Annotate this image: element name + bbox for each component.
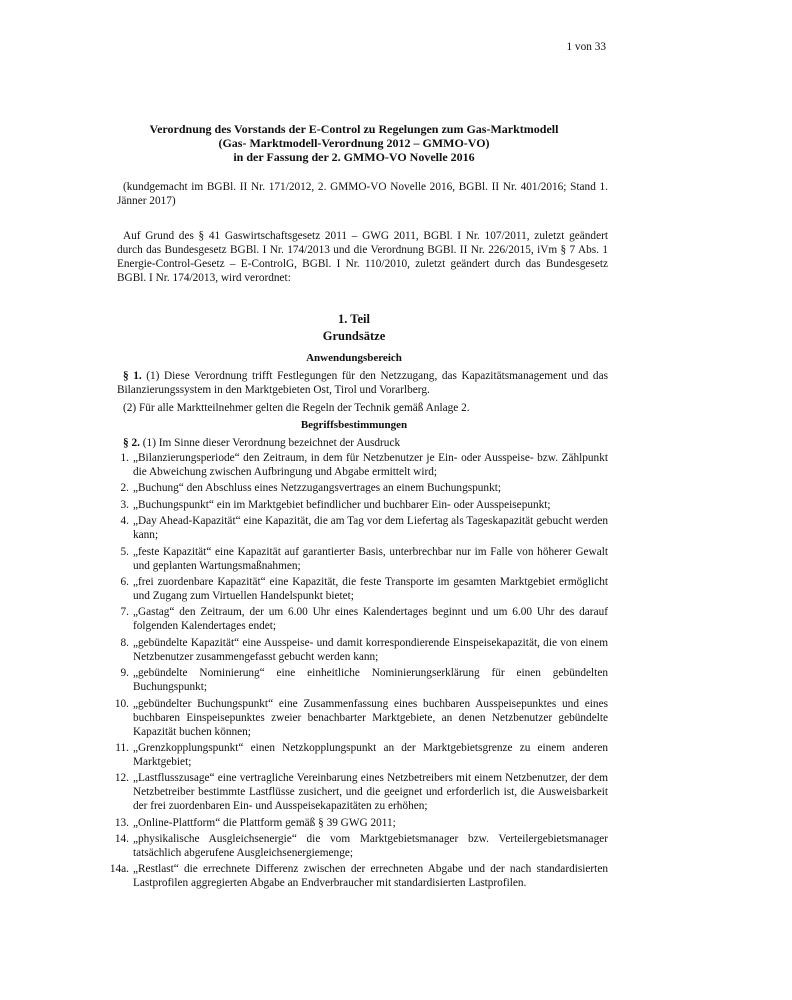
section-2-text: (1) Im Sinne dieser Verordnung bezeichnet der Ausdruck (139, 437, 401, 449)
definition-number: 14. (114, 833, 129, 846)
definition-text: „Restlast“ die errechnete Differenz zwischen der errechneten Abgabe und der nach standardisierten Lastprofilen aggregierten Abgabe an Endverbraucher mit standardisierten Lastprofilen. (133, 863, 608, 890)
definition-number: 8. (120, 636, 129, 649)
heading-anwendungsbereich: Anwendungsbereich (306, 352, 402, 364)
definition-number: 1. (120, 452, 129, 464)
section-1-para-1 (117, 369, 608, 397)
definition-item (117, 545, 608, 573)
definition-item (114, 816, 608, 830)
definition-item (117, 605, 608, 633)
definition-number: 3. (120, 498, 129, 511)
definition-number: 2. (120, 482, 129, 495)
definition-number: 9. (120, 667, 129, 680)
definition-item (114, 697, 608, 739)
promulgation-note: (kundgemacht im BGBl. II Nr. 171/2012, 2. GMMO-VO Novelle 2016, BGBl. II Nr. 401/2016; Stand 1. Jänner 2017) (117, 181, 608, 207)
title-line-2: (Gas- Marktmodell-Verordnung 2012 – GMMO-VO) (218, 136, 490, 150)
definition-number: 11. (115, 741, 129, 754)
definition-text: „Buchungspunkt“ ein im Marktgebiet befindlicher und buchbarer Ein- oder Ausspeisepunkt; (133, 498, 551, 511)
definition-text: „Gastag“ den Zeitraum, der um 6.00 Uhr eines Kalendertages beginnt und um 6.00 Uhr des darauf folgenden Kalendertages endet; (133, 606, 608, 633)
definition-text: „Buchung“ den Abschluss eines Netzzugangsvertrages an einem Buchungspunkt; (133, 482, 501, 495)
definition-text: „Online-Plattform“ die Plattform gemäß § 39 GWG 2011; (133, 816, 396, 829)
section-1-label: § 1. (123, 370, 142, 382)
page-number: 1 von 33 (566, 41, 606, 53)
heading-begriffsbestimmungen: Begriffsbestimmungen (300, 419, 408, 431)
section-2-intro (123, 436, 400, 450)
definition-number: 4. (120, 515, 129, 528)
definition-text: „feste Kapazität“ eine Kapazität auf garantierter Basis, unterbrechbar nur im Falle von höherer Gewalt und geplanten Wartungsmaßnahmen; (133, 545, 608, 572)
definition-item (117, 498, 608, 512)
definition-text: „gebündelte Kapazität“ eine Ausspeise- und damit korrespondierende Einspeisekapazität, die von einem Netzbenutzer zusammengefasst gebucht werden kann; (133, 636, 608, 663)
definition-item (114, 771, 608, 813)
part-number: 1. Teil (338, 312, 370, 326)
definition-text: „Grenzkopplungspunkt“ einen Netzkopplungspunkt an der Marktgebietsgrenze zu einem anderen Marktgebiet; (133, 741, 608, 768)
preamble: Auf Grund des § 41 Gaswirtschaftsgesetz 2011 – GWG 2011, BGBl. I Nr. 107/2011, zuletzt geändert durch das Bundesgesetz BGBl. I Nr. 174/2013 und die Verordnung BGBl. II Nr. 226/2015, iVm § 7 Abs. 1 Energie-Control-Gesetz – E-ControlG, BGBl. I Nr. 110/2010, zuletzt geändert durch das Bundesgesetz BGBl. I Nr. 174/2013, wird verordnet: (117, 230, 608, 284)
definition-item (109, 862, 608, 890)
definition-item (117, 514, 608, 542)
definition-text: „physikalische Ausgleichsenergie“ die vom Marktgebietsmanager bzw. Verteilergebietsmanager tatsächlich abgerufene Ausgleichsenergiemenge; (133, 833, 608, 860)
section-2-label: § 2. (123, 437, 140, 449)
definition-item (117, 481, 608, 495)
definition-text: „gebündelte Nominierung“ eine einheitliche Nominierungserklärung für einen gebündelten Buchungspunkt; (133, 667, 608, 694)
definition-number: 7. (120, 606, 129, 619)
section-1-text: (1) Diese Verordnung trifft Festlegungen für den Netzzugang, das Kapazitätsmanagement und das Bilanzierungssystem in den Marktgebieten Ost, Tirol und Vorarlberg. (117, 370, 608, 396)
section-1-para-2: (2) Für alle Marktteilnehmer gelten die Regeln der Technik gemäß Anlage 2. (123, 402, 470, 414)
definition-number: 10. (114, 697, 129, 710)
definition-text: „Bilanzierungsperiode“ den Zeitraum, in dem für Netzbenutzer je Ein- oder Ausspeise- bzw. Zählpunkt die Abweichung zwischen Aufbringung und Abgabe ermittelt wird; (133, 452, 608, 478)
definition-number: 6. (120, 575, 129, 588)
definition-item (117, 575, 608, 603)
definition-text: „Lastflusszusage“ eine vertragliche Vereinbarung eines Netzbetreibers mit einem Netzbenutzer, der dem Netzbetreiber bestimmte Lastflüsse zusichert, und die geeignet und erforderlich ist, die Ausweisbarkeit der frei zuordenbaren Ein- und Ausspeisekapazitäten zu erhöhen; (133, 772, 608, 813)
definition-number: 5. (120, 545, 129, 558)
definition-text: „frei zuordenbare Kapazität“ eine Kapazität, die feste Transporte im gesamten Marktgebiet ermöglicht und Zugang zum Virtuellen Handelspunkt bietet; (133, 575, 608, 602)
definition-number: 13. (114, 816, 129, 829)
part-title: Grundsätze (322, 329, 386, 343)
definition-number: 12. (114, 772, 129, 785)
definition-item (117, 451, 608, 479)
document-title (100, 122, 608, 164)
title-line-1: Verordnung des Vorstands der E-Control zu Regelungen zum Gas-Marktmodell (149, 122, 559, 136)
part-heading (100, 311, 608, 345)
definition-text: „Day Ahead-Kapazität“ eine Kapazität, die am Tag vor dem Liefertag als Tageskapazität gebucht werden kann; (133, 515, 608, 542)
definition-item (117, 741, 608, 769)
definition-item (117, 636, 608, 664)
definition-text: „gebündelter Buchungspunkt“ eine Zusammenfassung eines buchbaren Ausspeisepunktes und eines buchbaren Einspeisepunktes zweier benachbarter Marktgebiete, an denen Netzbenutzer gebündelte Kapazität buchen können; (133, 697, 608, 738)
definition-number: 14a. (109, 863, 129, 876)
definition-item (117, 666, 608, 694)
definitions-list (109, 451, 608, 893)
definition-item (114, 832, 608, 860)
title-line-3: in der Fassung der 2. GMMO-VO Novelle 2016 (233, 150, 475, 164)
